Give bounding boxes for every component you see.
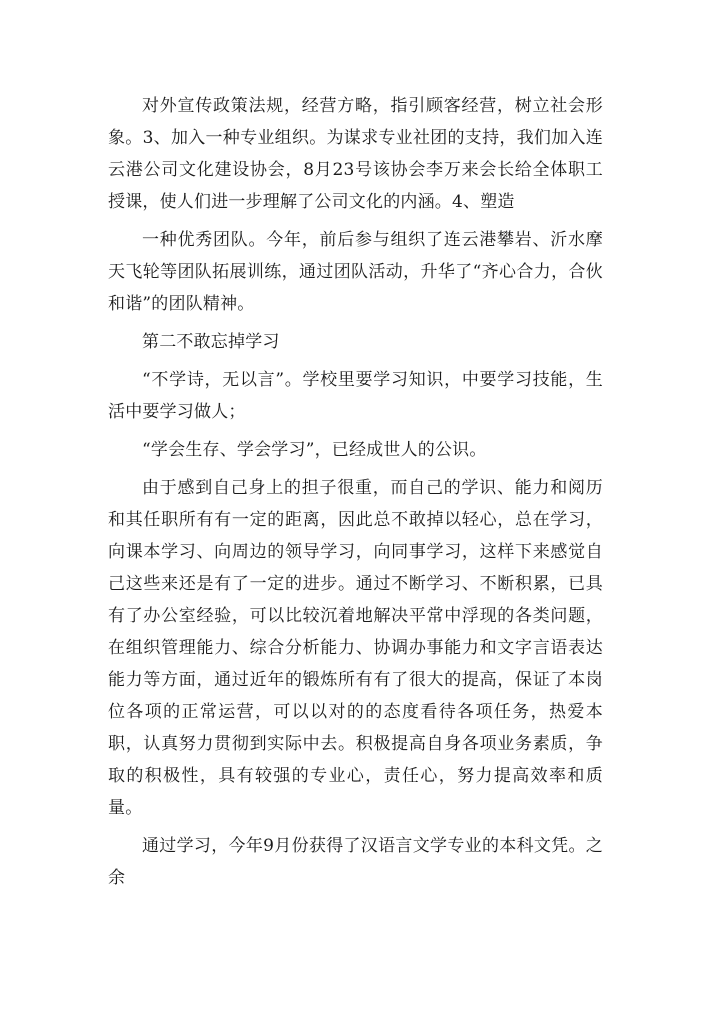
document-body (108, 90, 603, 894)
paragraph-quote-poetry: “不学诗，无以言”。学校里要学习知识，中要学习技能，生活中要学习做人； (108, 370, 603, 422)
paragraph-diploma: 通过学习，今年9月份获得了汉语言文学专业的本科文凭。之余 (108, 836, 603, 888)
paragraph-promotion: 对外宣传政策法规，经营方略，指引顾客经营，树立社会形象。3、加入一种专业组织。为谋求专业社团的支持，我们加入连云港公司文化建设协会，8月23号该协会李万来会长给全体职工授课，使人们进一步理解了公司文化的内涵。4、塑造 (108, 96, 603, 212)
paragraph-self-study: 由于感到自己身上的担子很重，而自己的学识、能力和阅历和其任职所有有一定的距离，因此总不敢掉以轻心，总在学习，向课本学习、向周边的领导学习，向同事学习，这样下来感觉自己这些来还是有了一定的进步。通过不断学习、不断积累，已具有了办公室经验，可以比较沉着地解决平常中浮现的各类问题，在组织管理能力、综合分析能力、协调办事能力和文字言语表达能力等方面，通过近年的锻炼所有有了很大的提高，保证了本岗位各项的正常运营，可以以对的的态度看待各项任务，热爱本职，认真努力贯彻到实际中去。积极提高自身各项业务素质，争取的积极性，具有较强的专业心，责任心，努力提高效率和质量。 (108, 478, 603, 818)
paragraph-team: 一种优秀团队。今年，前后参与组织了连云港攀岩、沂水摩天飞轮等团队拓展训练，通过团队活动，升华了“齐心合力，合伙和谐”的团队精神。 (108, 230, 603, 314)
paragraph-quote-survival: “学会生存、学会学习”，已经成世人的公识。 (142, 440, 487, 460)
section-heading-learning: 第二不敢忘掉学习 (142, 332, 280, 352)
